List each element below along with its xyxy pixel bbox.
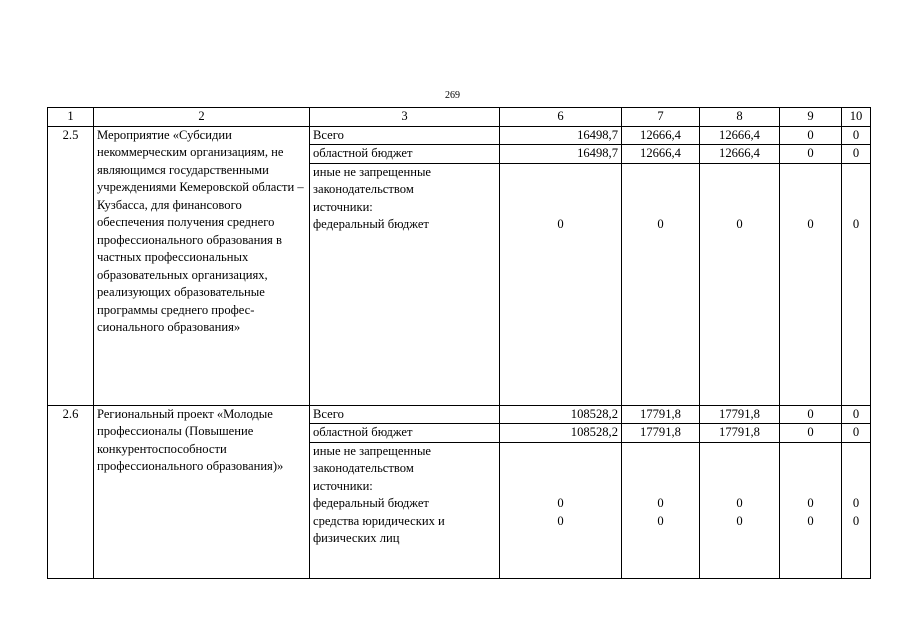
value-cell: 0 <box>780 405 842 424</box>
value-cell: 0 0 <box>700 442 780 578</box>
value-cell: 0 <box>842 126 871 145</box>
row-label: Всего <box>310 405 500 424</box>
row-label: областной бюджет <box>310 145 500 164</box>
value-cell: 17791,8 <box>622 424 700 443</box>
value-cell: 0 <box>842 405 871 424</box>
header-cell: 2 <box>94 108 310 127</box>
value-cell: 12666,4 <box>622 145 700 164</box>
section-number: 2.6 <box>48 405 94 578</box>
table-header-row <box>48 108 871 127</box>
value-cell: 0 <box>622 163 700 405</box>
value-cell: 0 <box>780 145 842 164</box>
header-cell: 3 <box>310 108 500 127</box>
page-number: 269 <box>445 90 460 101</box>
other-sources-cell <box>310 442 500 578</box>
value-cell: 12666,4 <box>622 126 700 145</box>
value-cell: 16498,7 <box>500 126 622 145</box>
value-cell: 0 0 <box>622 442 700 578</box>
header-cell: 6 <box>500 108 622 127</box>
section-title: Региональный проект «Молодые профессионалы (Повышение конкурентоспособности профессионального образования)» <box>94 405 310 578</box>
value-cell: 0 0 <box>780 442 842 578</box>
value-cell: 0 <box>700 163 780 405</box>
value-cell: 0 <box>500 163 622 405</box>
value-cell: 0 <box>842 424 871 443</box>
other-sources-line: источники: <box>313 478 373 493</box>
value-cell: 0 <box>780 163 842 405</box>
row-label: областной бюджет <box>310 424 500 443</box>
row-label: Всего <box>310 126 500 145</box>
header-cell: 8 <box>700 108 780 127</box>
value-cell: 12666,4 <box>700 145 780 164</box>
other-sources-line: законодательством <box>313 461 414 475</box>
other-sources-line: иные не запрещенные <box>313 164 431 179</box>
value-cell: 108528,2 <box>500 424 622 443</box>
other-sources-line: законодательством <box>313 182 414 196</box>
value-cell: 0 <box>780 424 842 443</box>
value-cell: 0 <box>780 126 842 145</box>
value-cell: 0 0 <box>500 442 622 578</box>
value-cell: 108528,2 <box>500 405 622 424</box>
value-cell: 17791,8 <box>622 405 700 424</box>
value-cell: 16498,7 <box>500 145 622 164</box>
other-sources-line: иные не запрещенные <box>313 443 431 458</box>
other-sources-line: источники: <box>313 199 373 214</box>
table-row <box>48 405 871 424</box>
table-row <box>48 126 871 145</box>
header-cell: 9 <box>780 108 842 127</box>
section-title: Мероприятие «Субсидии некоммерческим организациям, не являющимся государственными учреждениями Кемеровской области – Кузбасса, для финансового обеспечения получения среднего профессионального образования в частных профессиональных образовательных организациях, реализующих образовательные программы среднего профес-сионального образования» <box>94 126 310 405</box>
section-number: 2.5 <box>48 126 94 405</box>
value-cell: 17791,8 <box>700 405 780 424</box>
value-cell: 12666,4 <box>700 126 780 145</box>
other-sources-cell <box>310 163 500 405</box>
value-cell: 17791,8 <box>700 424 780 443</box>
budget-table <box>47 107 871 579</box>
header-cell: 1 <box>48 108 94 127</box>
sub-row-label: средства юридических и физических лиц <box>313 513 445 545</box>
value-cell: 0 <box>842 163 871 405</box>
header-cell: 10 <box>842 108 871 127</box>
value-cell: 0 0 <box>842 442 871 578</box>
sub-row-label: федеральный бюджет <box>313 496 429 510</box>
value-cell: 0 <box>842 145 871 164</box>
sub-row-label: федеральный бюджет <box>313 217 429 231</box>
header-cell: 7 <box>622 108 700 127</box>
